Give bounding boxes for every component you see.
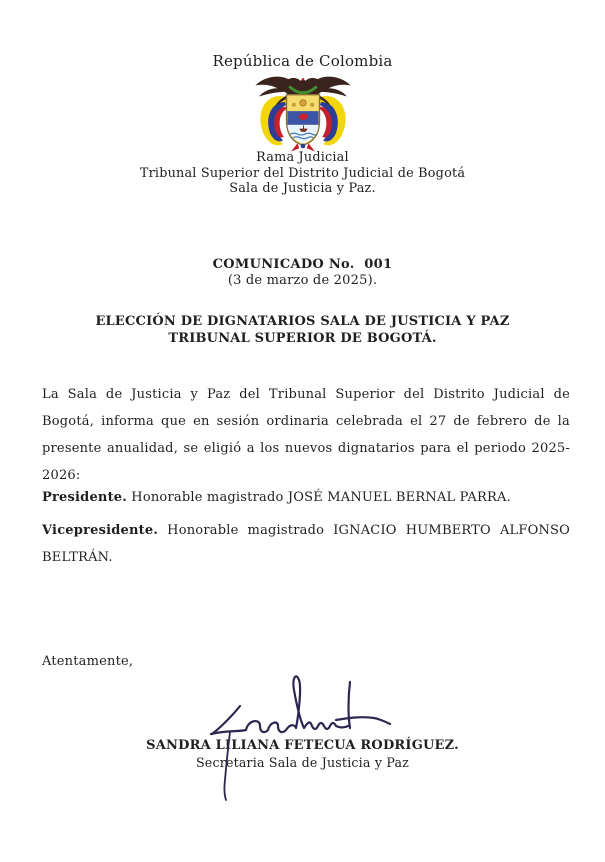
signer-name: SANDRA LILIANA FETECUA RODRÍGUEZ. bbox=[146, 738, 459, 753]
vicepresidente-line bbox=[42, 517, 570, 571]
institution-line-1: Rama Judicial bbox=[256, 150, 349, 165]
vicepresidente-text: Honorable magistrado IGNACIO HUMBERTO ALFONSO BELTRÁN. bbox=[42, 523, 570, 565]
presidente-line bbox=[42, 484, 570, 511]
institution-line-2: Tribunal Superior del Distrito Judicial de Bogotá bbox=[139, 165, 466, 181]
shield bbox=[286, 95, 319, 145]
document-header bbox=[0, 52, 605, 197]
right-flag bbox=[318, 96, 345, 145]
subject-line-2: TRIBUNAL SUPERIOR DE BOGOTÁ. bbox=[168, 330, 437, 346]
republic-title: República de Colombia bbox=[212, 52, 393, 70]
cornucopia-right bbox=[310, 103, 314, 107]
pomegranate bbox=[299, 100, 305, 106]
subject-line-1: ELECCIÓN DE DIGNATARIOS SALA DE JUSTICIA Y PAZ bbox=[95, 314, 510, 329]
institution-line-3: Sala de Justicia y Paz. bbox=[229, 181, 376, 196]
presidente-label: Presidente. bbox=[42, 490, 127, 505]
institution-lines bbox=[0, 150, 605, 197]
salutation: Atentamente, bbox=[42, 654, 134, 669]
handwritten-signature bbox=[198, 668, 398, 803]
comunicado-date: (3 de marzo de 2025). bbox=[227, 273, 378, 288]
left-flag bbox=[260, 96, 287, 145]
vicepresidente-label: Vicepresidente. bbox=[42, 523, 159, 538]
body-paragraph-1: La Sala de Justicia y Paz del Tribunal Superior del Distrito Judicial de Bogotá, informa que en sesión ordinaria celebrada el 27 de febrero de la presente anualidad, se eligió a los nuevos dignatarios para el periodo 2025-2026: bbox=[42, 387, 570, 483]
signer-title: Secretaria Sala de Justicia y Paz bbox=[195, 755, 409, 770]
comunicado-heading bbox=[0, 257, 605, 289]
subject-title bbox=[0, 314, 605, 347]
presidente-text: Honorable magistrado JOSÉ MANUEL BERNAL PARRA. bbox=[126, 490, 511, 505]
comunicado-number: COMUNICADO No. 001 bbox=[212, 257, 393, 272]
cornucopia-left bbox=[291, 103, 295, 107]
colombia-coat-of-arms bbox=[248, 73, 358, 153]
